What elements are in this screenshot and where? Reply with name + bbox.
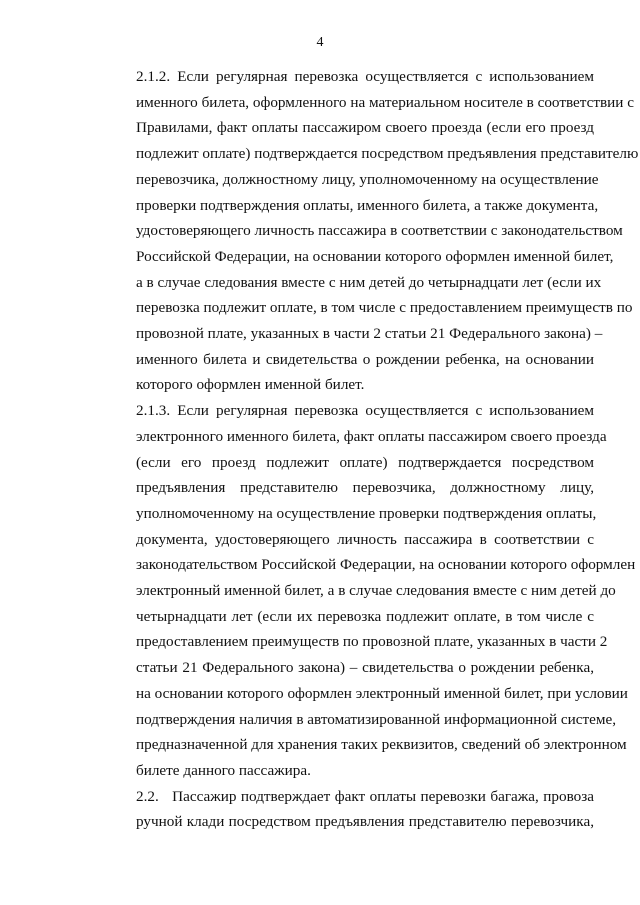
text-line: ручной клади посредством предъявления представителю перевозчика,: [136, 813, 594, 831]
text-line: предназначенной для хранения таких реквизитов, сведений об электронном: [136, 736, 627, 754]
text-line: подтверждения наличия в автоматизированной информационной системе,: [136, 710, 617, 728]
text-line: документа, удостоверяющего личность пассажира в соответствии с: [136, 530, 594, 548]
text-line: именного билета и свидетельства о рождении ребенка, на основании: [136, 350, 594, 368]
text-line: электронного именного билета, факт оплаты пассажиром своего проезда: [136, 427, 607, 445]
text-line: перевозчика, должностному лицу, уполномоченному на осуществление: [136, 170, 599, 188]
text-line: перевозка подлежит оплате, в том числе с предоставлением преимуществ по: [136, 299, 633, 317]
page-number: 4: [316, 35, 324, 50]
text-line: Российской Федерации, на основании которого оформлен именной билет,: [136, 247, 614, 265]
text-line: а в случае следования вместе с ним детей до четырнадцати лет (если их: [136, 273, 602, 291]
text-line: именного билета, оформленного на материальном носителе в соответствии с: [136, 93, 634, 111]
paragraph-2-2: [91, 784, 594, 835]
text-line: провозной плате, указанных в части 2 статьи 21 Федерального закона) –: [136, 325, 603, 343]
text-line: предоставлением преимуществ по провозной плате, указанных в части 2: [136, 633, 608, 651]
text-line: статьи 21 Федерального закона) – свидетельства о рождении ребенка,: [136, 659, 594, 677]
text-line: электронный именной билет, а в случае следования вместе с ним детей до: [136, 582, 616, 600]
text-line: уполномоченному на осуществление проверки подтверждения оплаты,: [136, 504, 597, 522]
text-line: удостоверяющего личность пассажира в соответствии с законодательством: [136, 222, 623, 240]
text-line: четырнадцати лет (если их перевозка подлежит оплате, в том числе с: [136, 607, 594, 625]
text-line: (если его проезд подлежит оплате) подтверждается посредством: [136, 453, 594, 471]
paragraph-2-1-3: [91, 398, 636, 784]
text-line: 2.1.3. Если регулярная перевозка осуществляется с использованием: [136, 402, 594, 420]
text-line: Правилами, факт оплаты пассажиром своего проезда (если его проезд: [136, 119, 594, 137]
text-line: предъявления представителю перевозчика, должностному лицу,: [136, 479, 594, 497]
text-line: которого оформлен именной билет.: [136, 376, 365, 394]
text-line: 2.2. Пассажир подтверждает факт оплаты перевозки багажа, провоза: [136, 787, 594, 805]
text-line: 2.1.2. Если регулярная перевозка осуществляется с использованием: [136, 68, 594, 85]
text-line: проверки подтверждения оплаты, именного билета, а также документа,: [136, 196, 599, 214]
text-line: подлежит оплате) подтверждается посредством предъявления представителю: [136, 145, 639, 163]
text-line: законодательством Российской Федерации, на основании которого оформлен: [136, 556, 636, 574]
document-body: [91, 64, 639, 835]
paragraph-2-1-2: [91, 64, 639, 398]
text-line: на основании которого оформлен электронный именной билет, при условии: [136, 684, 628, 702]
text-line: билете данного пассажира.: [136, 761, 311, 779]
